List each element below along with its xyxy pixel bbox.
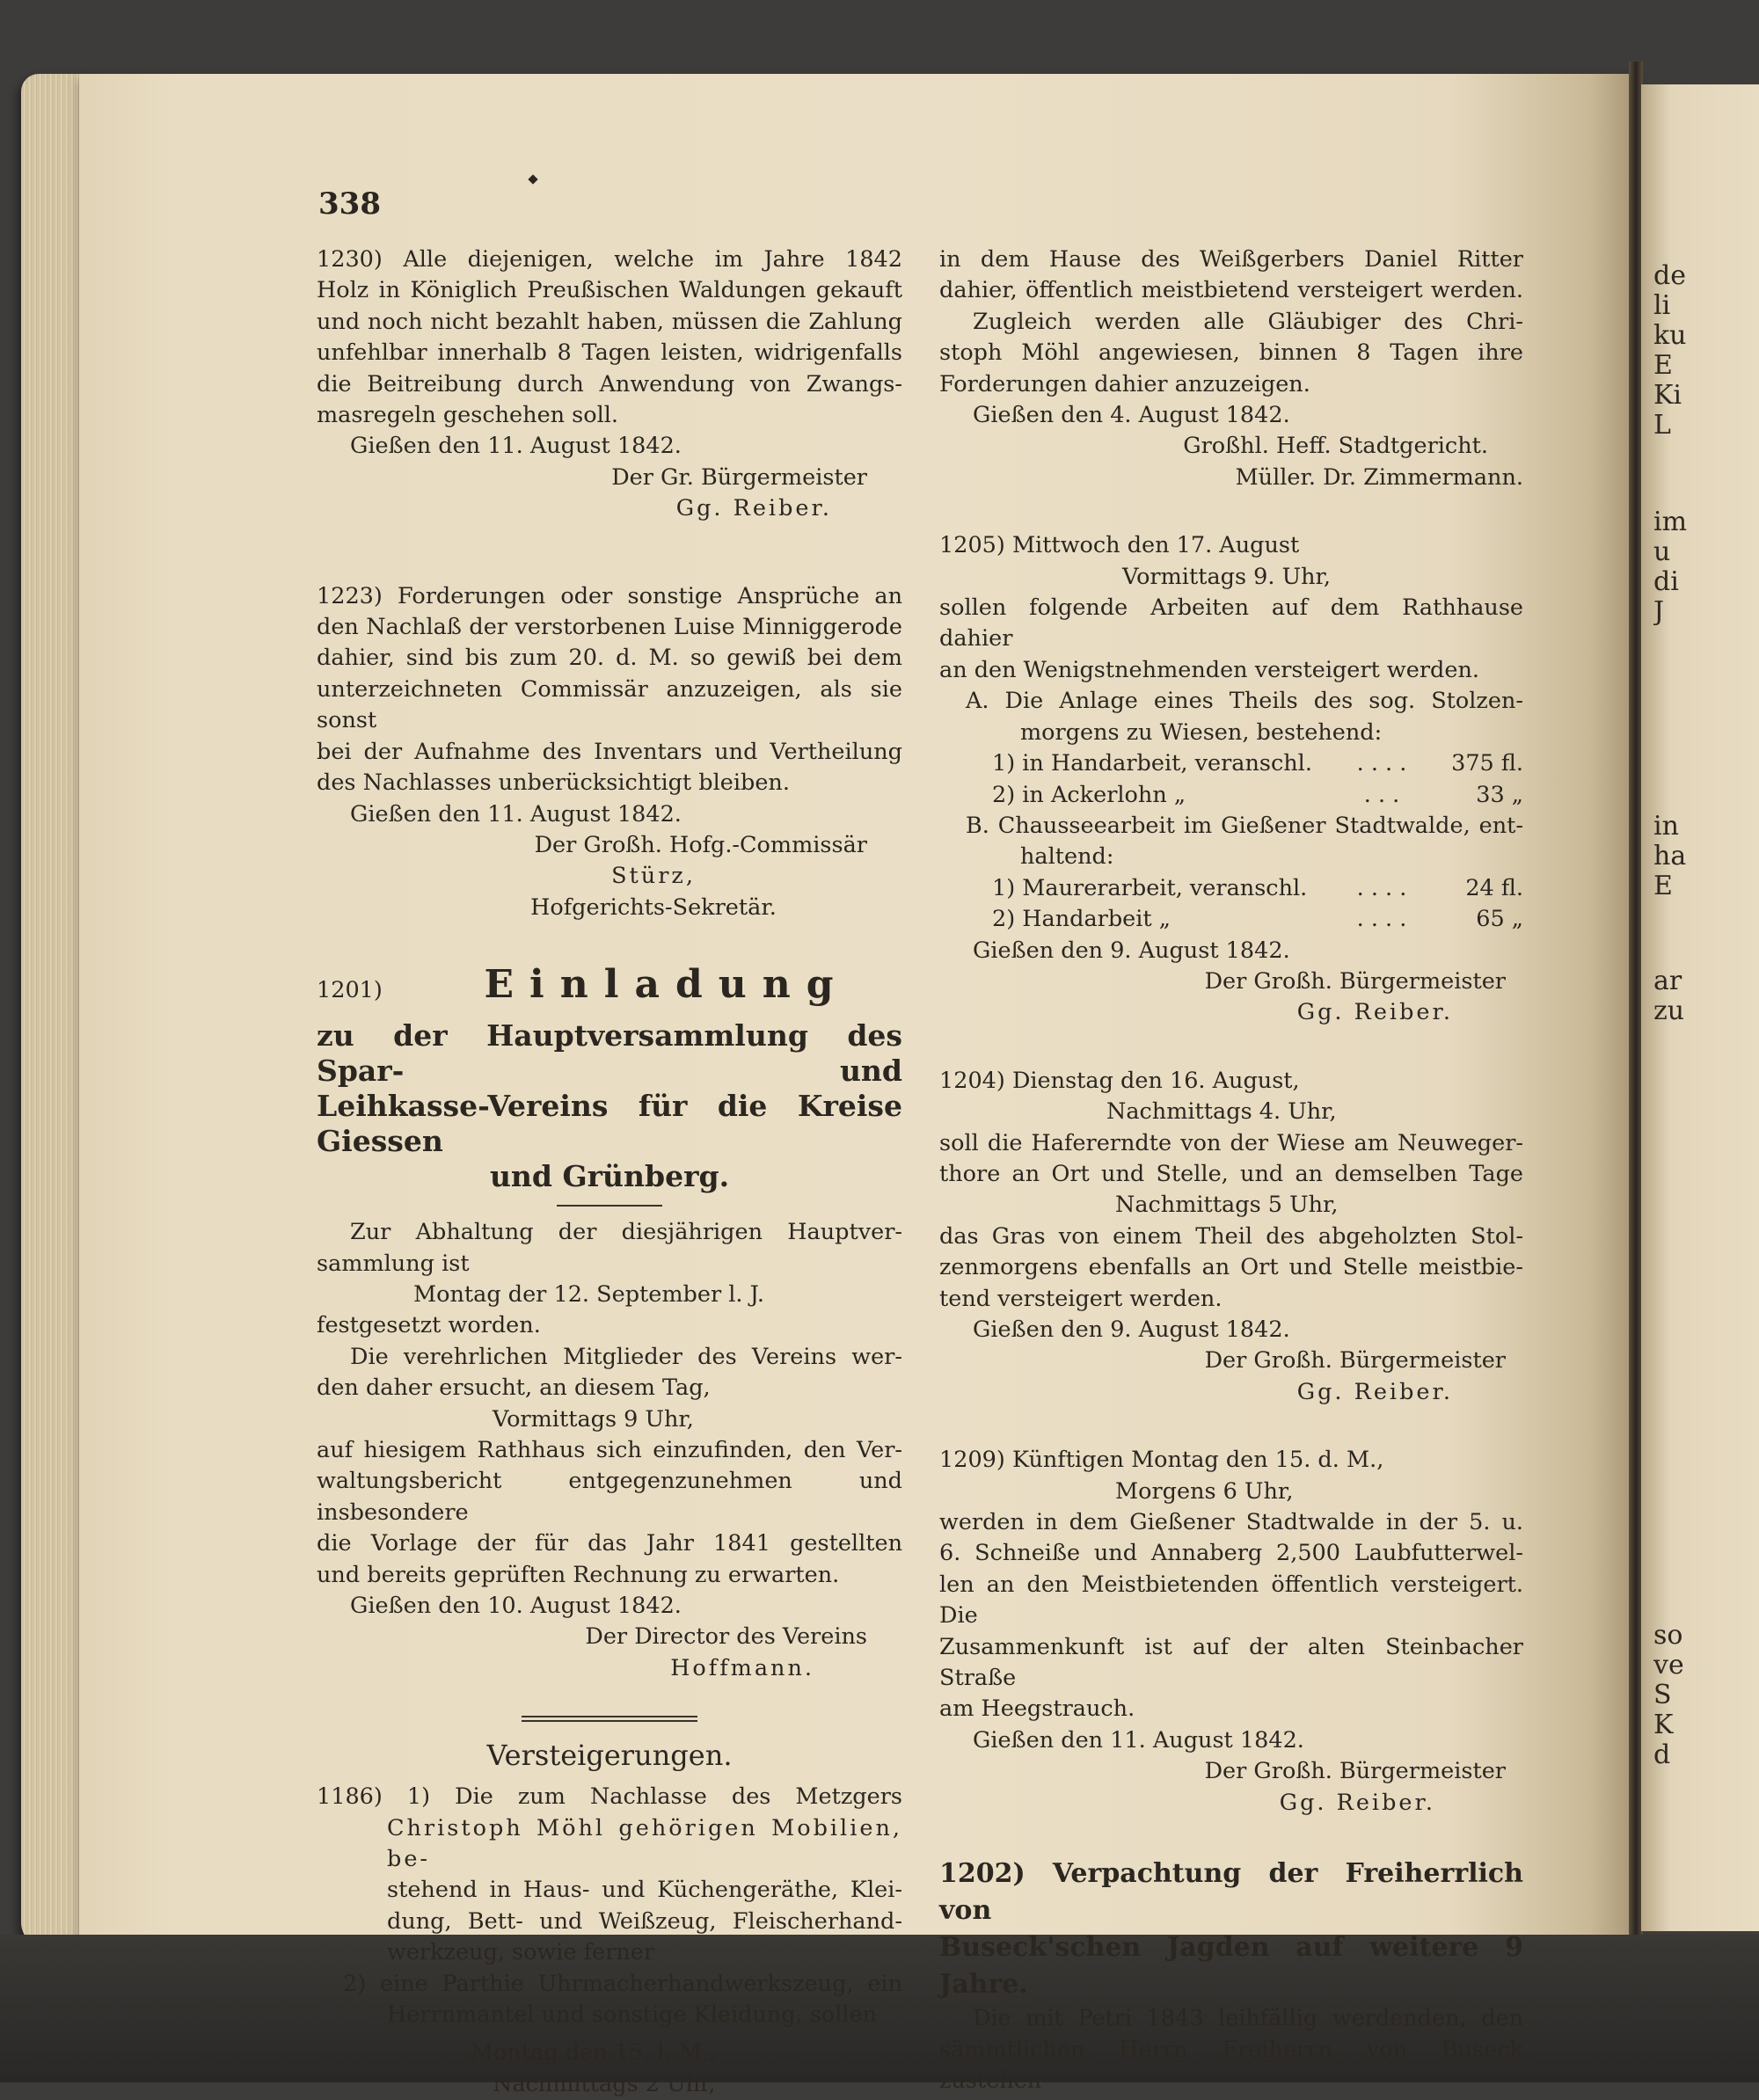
notice-signatory: Der Director des Vereins <box>585 1623 867 1651</box>
section-heading-auctions: Versteigerungen. <box>486 1739 733 1773</box>
notice-date: Gießen den 11. August 1842. <box>350 433 682 460</box>
notice-signatory-name: Stürz, <box>611 863 696 890</box>
section-b-line: haltend: <box>1020 843 1114 871</box>
notice-line: Herrnmantel und sonstige Kleidung, sollen <box>387 2002 878 2029</box>
notice-heading: 1204) Dienstag den 16. August, <box>939 1067 1300 1094</box>
lease-heading: 1202) Verpachtung der Freiherrlich von <box>939 1858 1523 1927</box>
next-page-fragment: J <box>1653 596 1665 627</box>
notice-line: Zusammenkunft ist auf der alten Steinbacher Straße <box>939 1633 1523 1692</box>
notice-date: Gießen den 10. August 1842. <box>350 1593 682 1619</box>
next-page-fragment: ve <box>1653 1650 1684 1681</box>
notice-line: des Nachlasses unberücksichtigt bleiben. <box>317 769 790 797</box>
next-page-fragment: ha <box>1653 841 1687 871</box>
notice-line: sammlung ist <box>317 1250 470 1277</box>
notice-line: unfehlbar innerhalb 8 Tagen leisten, widrigenfalls <box>317 339 902 367</box>
notice-line: den daher ersucht, an diesem Tag, <box>317 1374 711 1402</box>
notice-date: Gießen den 11. August 1842. <box>973 1726 1304 1754</box>
notice-line: soll die Hafererndte von der Wiese am Neuweger- <box>939 1129 1523 1156</box>
notice-date: Gießen den 9. August 1842. <box>973 1316 1290 1343</box>
cost-amount: 375 fl. <box>1451 750 1523 777</box>
notice-line: waltungsbericht entgegenzunehmen und insbesondere <box>317 1468 902 1526</box>
notice-line: thore an Ort und Stelle, und an demselben Tage <box>939 1160 1523 1187</box>
notice-number: 1201) <box>317 977 383 1004</box>
notice-line: die Vorlage der für das Jahr 1841 gestellten <box>317 1530 902 1557</box>
notice-signatory-name: Müller. Dr. Zimmermann. <box>1235 463 1523 491</box>
cost-row <box>939 780 1523 811</box>
cost-leader: . . . . <box>1356 750 1407 777</box>
cost-leader: . . . <box>1363 781 1400 808</box>
notice-line: festgesetzt worden. <box>317 1312 541 1339</box>
notice-line: bei der Aufnahme des Inventars und Vertheilung <box>317 738 902 765</box>
cost-label: 1) in Handarbeit, veranschl. <box>992 750 1312 777</box>
next-page-fragment: im <box>1653 507 1688 537</box>
notice-line: dung, Bett- und Weißzeug, Fleischerhand- <box>387 1907 902 1935</box>
notice-signatory: Der Großh. Bürgermeister <box>1204 1758 1506 1785</box>
notice-line: len an den Meistbietenden öffentlich versteigert. Die <box>939 1571 1523 1630</box>
invitation-subtitle: Leihkasse-Vereins für die Kreise Giessen <box>317 1089 902 1159</box>
next-page-strip <box>1641 84 1759 1931</box>
next-page-fragment: d <box>1653 1739 1671 1770</box>
notice-line: den Nachlaß der verstorbenen Luise Minniggerode <box>317 614 902 641</box>
next-page-fragment: zu <box>1653 995 1685 1026</box>
notice-line: an den Wenigstnehmenden versteigert werden. <box>939 656 1479 683</box>
notice-line: am Heegstrauch. <box>939 1695 1135 1723</box>
notice-1209 <box>939 1445 1523 1819</box>
notice-signatory-name: Hoffmann. <box>670 1654 814 1681</box>
cost-row <box>939 873 1523 904</box>
left-column <box>317 244 902 2100</box>
next-page-fragment: so <box>1653 1620 1683 1651</box>
notice-signatory: Der Großh. Hofg.-Commissär <box>534 831 867 858</box>
notice-line: stehend in Haus- und Küchengeräthe, Klei- <box>387 1877 902 1904</box>
notice-line: 1186) 1) Die zum Nachlasse des Metzgers <box>317 1783 902 1811</box>
notice-line: Die mit Petri 1843 leihfällig werdenden, den <box>973 2005 1523 2032</box>
invitation-subtitle: und Grünberg. <box>489 1159 730 1194</box>
section-b-line: B. Chausseearbeit im Gießener Stadtwalde, ent- <box>966 812 1523 839</box>
meeting-time: Vormittags 9 Uhr, <box>493 1405 694 1433</box>
notice-signatory-name: Gg. Reiber. <box>1296 999 1453 1026</box>
notice-line: Forderungen dahier anzuzeigen. <box>939 370 1310 397</box>
next-page-fragment: in <box>1653 811 1679 842</box>
notice-line: in dem Hause des Weißgerbers Daniel Ritter <box>939 246 1523 273</box>
notice-1205 <box>939 530 1523 1029</box>
cost-row <box>939 748 1523 779</box>
notice-heading: 1205) Mittwoch den 17. August <box>939 532 1300 559</box>
next-page-fragment: di <box>1653 566 1679 597</box>
notice-date: Gießen den 11. August 1842. <box>350 800 682 828</box>
invitation-subtitle: zu der Hauptversammlung des Spar- und <box>317 1018 902 1089</box>
notice-line: unterzeichneten Commissär anzuzeigen, als sie sonst <box>317 675 902 734</box>
next-page-fragment: ku <box>1653 320 1687 351</box>
section-a-line: A. Die Anlage eines Theils des sog. Stolzen- <box>966 688 1523 715</box>
cost-amount: 33 „ <box>1476 781 1523 808</box>
right-column <box>939 244 1523 2096</box>
cost-row <box>939 904 1523 935</box>
next-page-fragment: ar <box>1653 966 1682 996</box>
next-page-fragment: u <box>1653 536 1671 567</box>
notice-line: sämmtlichen Herrn Freiherrn von Buseck zustehen- <box>939 2036 1523 2094</box>
auction-time: Nachmittags 5 Uhr, <box>1115 1192 1339 1219</box>
notice-1230 <box>317 244 902 525</box>
notice-signatory-title: Hofgerichts-Sekretär. <box>530 893 777 921</box>
next-page-fragment: E <box>1653 350 1673 381</box>
notice-line: stoph Möhl angewiesen, binnen 8 Tagen ihre <box>939 339 1523 367</box>
notice-1186 <box>317 1782 902 2100</box>
next-page-fragment: K <box>1653 1710 1674 1740</box>
notice-line: auf hiesigem Rathhaus sich einzufinden, den Ver- <box>317 1436 902 1463</box>
page-number: 338 <box>318 186 381 222</box>
auction-time: Nachmittags 4. Uhr, <box>1106 1098 1337 1126</box>
notice-signatory-name: Gg. Reiber. <box>675 495 832 522</box>
notice-line: tend versteigert werden. <box>939 1285 1223 1312</box>
notice-line: und bereits geprüften Rechnung zu erwarten. <box>317 1561 840 1588</box>
cost-leader: . . . . <box>1356 906 1407 933</box>
cost-label: 1) Maurerarbeit, veranschl. <box>992 874 1308 901</box>
notice-heading: 1209) Künftigen Montag den 15. d. M., <box>939 1447 1384 1474</box>
notice-line: das Gras von einem Theil des abgeholzten Stol- <box>939 1222 1523 1250</box>
auction-date: Montag den 15. l. M., <box>471 2039 717 2067</box>
notice-line: dahier, öffentlich meistbietend versteigert werden. <box>939 277 1523 304</box>
notice-line: 1230) Alle diejenigen, welche im Jahre 1842 <box>317 246 902 273</box>
notice-line: sollen folgende Arbeiten auf dem Rathhause dahier <box>939 594 1523 653</box>
notice-line: 1223) Forderungen oder sonstige Ansprüche an <box>317 582 902 609</box>
notice-signatory: Der Großh. Bürgermeister <box>1204 1347 1506 1374</box>
cost-label: 2) Handarbeit „ <box>992 906 1171 933</box>
notice-line: Zur Abhaltung der diesjährigen Hauptver- <box>350 1219 902 1246</box>
notice-line: 2) eine Parthie Uhrmacherhandwerkszeug, ein <box>343 1970 902 1997</box>
notice-1204 <box>939 1066 1523 1408</box>
notice-line: dahier, sind bis zum 20. d. M. so gewiß bei dem <box>317 645 902 672</box>
notice-line: die Beitreibung durch Anwendung von Zwangs- <box>317 370 902 397</box>
next-page-fragment: li <box>1653 290 1671 321</box>
cost-leader: . . . . <box>1356 874 1407 901</box>
cost-label: 2) in Ackerlohn „ <box>992 781 1186 808</box>
notice-1186-continued <box>939 244 1523 493</box>
notice-line: Christoph Möhl gehörigen Mobilien, be- <box>387 1814 902 1873</box>
notice-signatory-name: Gg. Reiber. <box>1296 1378 1453 1405</box>
section-divider <box>522 1716 697 1722</box>
divider <box>557 1205 662 1207</box>
notice-line: und noch nicht bezahlt haben, müssen die Zahlung <box>317 308 902 335</box>
lease-heading: Buseck'schen Jagden auf weitere 9 Jahre. <box>939 1932 1523 2001</box>
notice-signatory: Der Großh. Bürgermeister <box>1204 967 1506 995</box>
next-page-fragment: de <box>1653 260 1686 291</box>
notice-line: werkzeug, sowie ferner <box>387 1939 655 1966</box>
notice-signatory: Der Gr. Bürgermeister <box>611 463 867 491</box>
notice-date: Gießen den 4. August 1842. <box>973 402 1290 429</box>
auction-time: Nachmittags 2 Uhr, <box>493 2070 716 2097</box>
notice-line: 6. Schneiße und Annaberg 2,500 Laubfutterwel- <box>939 1540 1523 1567</box>
cost-amount: 65 „ <box>1476 906 1523 933</box>
meeting-date: Montag der 12. September l. J. <box>413 1280 764 1308</box>
next-page-fragment: E <box>1653 871 1673 901</box>
notice-1201 <box>317 960 902 1684</box>
auction-time: Vormittags 9. Uhr, <box>1122 563 1332 590</box>
notice-line: Holz in Königlich Preußischen Waldungen gekauft <box>317 277 902 304</box>
notice-date: Gießen den 9. August 1842. <box>973 937 1290 964</box>
notice-1202 <box>939 1856 1523 2096</box>
next-page-fragment: S <box>1653 1680 1672 1710</box>
notice-line: zenmorgens ebenfalls an Ort und Stelle meistbie- <box>939 1254 1523 1281</box>
invitation-heading: Einladung <box>484 962 850 1008</box>
notice-1223 <box>317 581 902 923</box>
notice-signatory-name: Gg. Reiber. <box>1279 1789 1435 1816</box>
next-page-fragment: L <box>1653 410 1671 441</box>
notice-line: Zugleich werden alle Gläubiger des Chri- <box>973 308 1523 335</box>
notice-line: werden in dem Gießener Stadtwalde in der 5. u. <box>939 1509 1523 1536</box>
notice-signatory: Großhl. Heff. Stadtgericht. <box>1183 433 1488 460</box>
next-page-fragment: Ki <box>1653 380 1682 411</box>
notice-line: masregeln geschehen soll. <box>317 402 619 429</box>
notice-line: Die verehrlichen Mitglieder des Vereins wer- <box>350 1343 902 1370</box>
cost-amount: 24 fl. <box>1465 874 1523 901</box>
section-a-line: morgens zu Wiesen, bestehend: <box>1020 718 1383 746</box>
auction-time: Morgens 6 Uhr, <box>1115 1477 1294 1505</box>
